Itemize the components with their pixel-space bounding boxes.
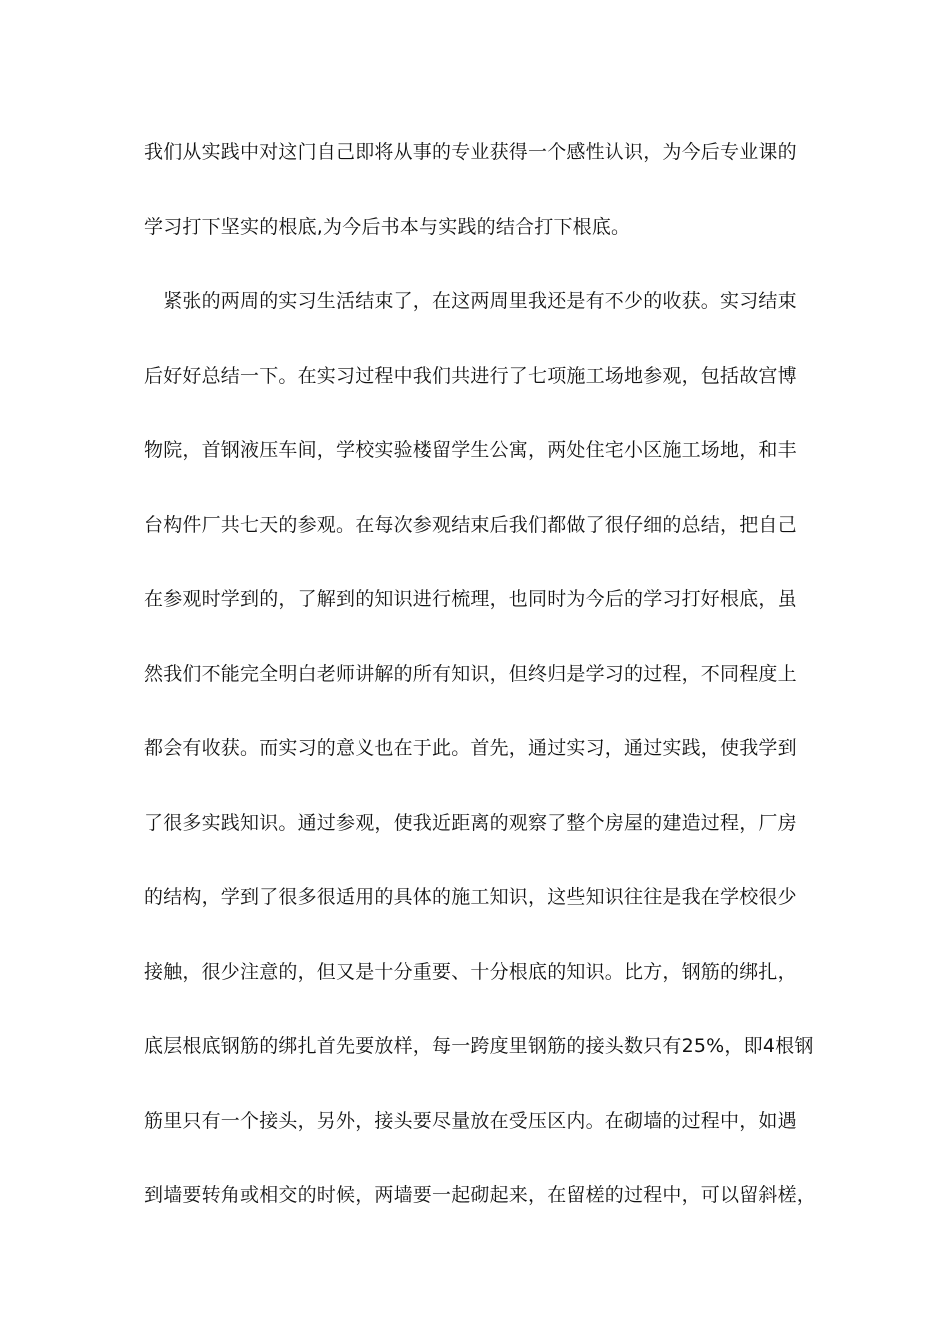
text-line: 台构件厂共七天的参观。在每次参观结束后我们都做了很仔细的总结，把自己 <box>144 513 797 536</box>
text-line: 后好好总结一下。在实习过程中我们共进行了七项施工场地参观，包括故宫博 <box>144 364 797 387</box>
body-text <box>144 130 817 1248</box>
text-line: 物院，首钢液压车间，学校实验楼留学生公寓，两处住宅小区施工场地，和丰 <box>144 439 797 461</box>
text-line: 我们从实践中对这门自己即将从事的专业获得一个感性认识，为今后专业课的 <box>144 141 797 163</box>
text-line: 底层根底钢筋的绑扎首先要放样，每一跨度里钢筋的接头数只有25%，即4根钢 <box>144 1035 814 1057</box>
text-line: 的结构，学到了很多很适用的具体的施工知识，这些知识往往是我在学校很少 <box>144 886 797 908</box>
text-line: 然我们不能完全明白老师讲解的所有知识，但终归是学习的过程，不同程度上 <box>144 662 797 685</box>
text-line: 学习打下坚实的根底,为今后书本与实践的结合打下根底。 <box>144 215 631 238</box>
text-line: 到墙要转角或相交的时候，两墙要一起砌起来，在留槎的过程中，可以留斜槎， <box>144 1184 817 1206</box>
text-line: 筋里只有一个接头，另外，接头要尽量放在受压区内。在砌墙的过程中，如遇 <box>144 1109 797 1132</box>
text-line: 了很多实践知识。通过参观，使我近距离的观察了整个房屋的建造过程，厂房 <box>144 811 797 834</box>
text-line: 都会有收获。而实习的意义也在于此。首先，通过实习，通过实践，使我学到 <box>144 737 797 759</box>
text-line: 接触，很少注意的，但又是十分重要、十分根底的知识。比方，钢筋的绑扎， <box>144 960 797 983</box>
text-line: 在参观时学到的，了解到的知识进行梳理，也同时为今后的学习打好根底，虽 <box>144 588 797 610</box>
text-line: 紧张的两周的实习生活结束了，在这两周里我还是有不少的收获。实习结束 <box>144 290 797 312</box>
